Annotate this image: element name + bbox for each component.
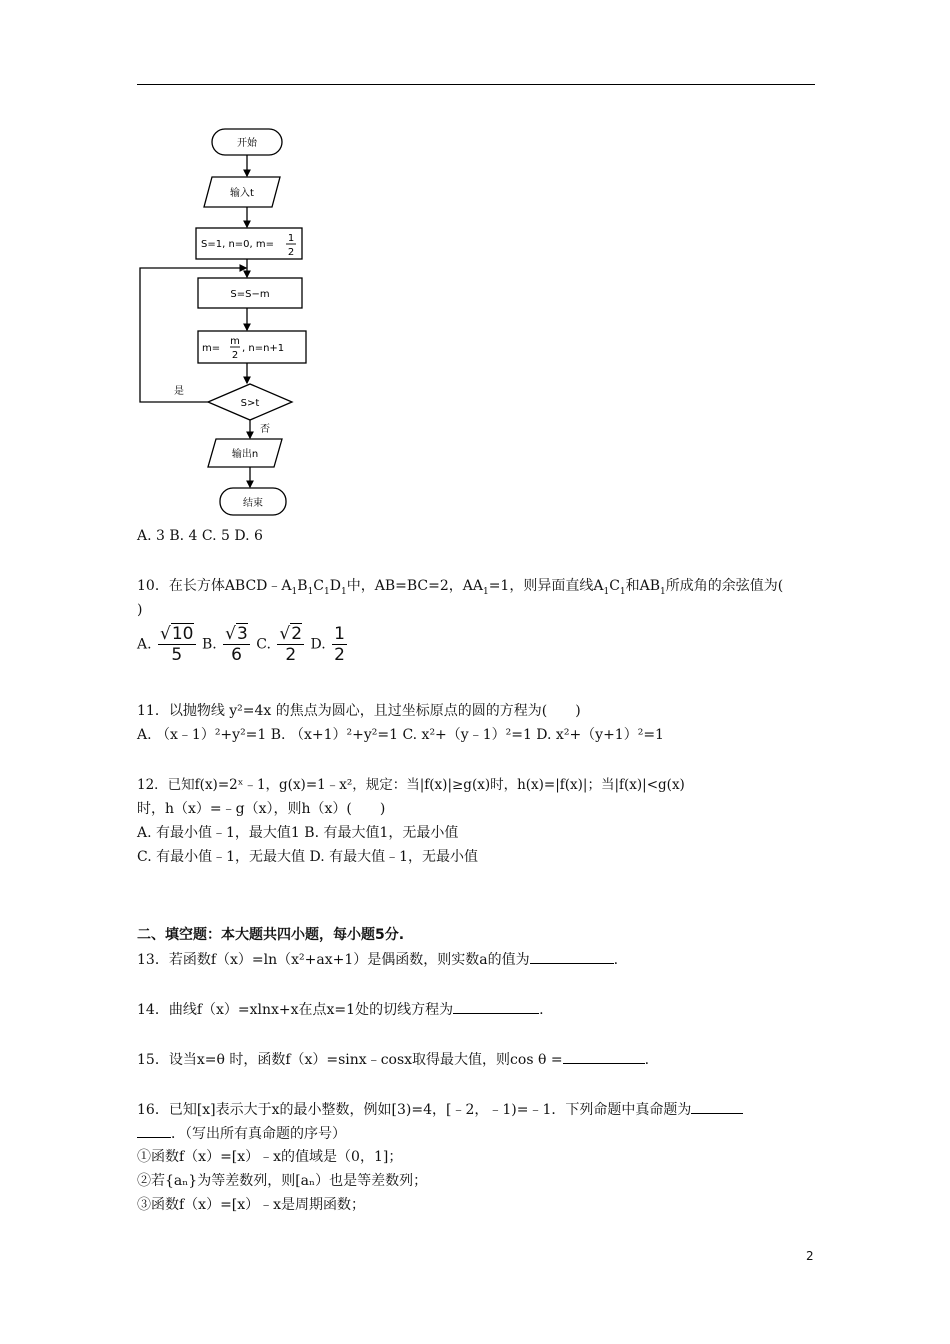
q16-item1: ①函数f（x）=[x）﹣x的值域是（0，1]； xyxy=(137,1149,403,1165)
page-number: 2 xyxy=(806,1249,814,1263)
flowchart-input-label: 输入t xyxy=(230,188,254,199)
flowchart-no-label: 否 xyxy=(260,424,270,435)
q10-stem: 10．在长方体$ABCD﹣A_1B_1C_1D_1$中，AB=BC=2，$AA_1=1$，则异面直线$A_1C_1$和$AB_1$所成角的余弦值为( xyxy=(137,578,784,597)
q16-item2: ②若{aₙ}为等差数列，则[aₙ）也是等差数列； xyxy=(137,1173,428,1189)
flowchart-output-label: 输出n xyxy=(231,449,259,460)
flowchart xyxy=(130,122,330,522)
q10-option-d-frac: $\frac{1}{2}$ xyxy=(334,624,345,665)
q11-stem: 11．以抛物线 y²=4x 的焦点为圆心，且过坐标原点的圆的方程为( ) xyxy=(137,703,581,719)
q10-option-a-frac: $\frac{√10}{5}$ xyxy=(160,624,194,665)
flowchart-end-label: 结束 xyxy=(243,498,263,509)
q11-options: A. （x﹣1）²+y²=1 B. （x+1）²+y²=1 C. x²+（y﹣1）²=1 D. x²+（y+1）²=1 xyxy=(137,727,664,743)
q15: 15．设当x=θ 时，函数f（x）=sinx﹣cosx取得最大值，则cos θ = . xyxy=(137,1049,649,1070)
q13-answer-blank xyxy=(530,949,614,964)
flowchart-init-frac-num: 1 xyxy=(287,233,295,244)
q12-options-ab: A. 有最小值﹣1，最大值1 B. 有最大值1，无最小值 xyxy=(137,825,459,841)
flowchart-start-label: 开始 xyxy=(237,138,257,149)
header-rule xyxy=(137,84,815,85)
q10-option-c-frac: $\frac{√2}{2}$ xyxy=(279,624,303,665)
q10-close: ) xyxy=(137,602,143,618)
q10-options: A. $\frac{√10}{5}$ B. $\frac{√3}{6}$ C. $\frac{√2}{2}$ D. $\frac{1}{2}$ xyxy=(137,624,345,665)
q13: 13．若函数f（x）=ln（x²+ax+1）是偶函数，则实数a的值为 . xyxy=(137,949,618,970)
q15-answer-blank xyxy=(563,1049,645,1064)
q16-item3: ③函数f（x）=[x）﹣x是周期函数； xyxy=(137,1197,366,1213)
flowchart-yes-label: 是 xyxy=(174,386,184,397)
q16-line2: ．（写出所有真命题的序号） xyxy=(137,1123,346,1144)
flowchart-step2-frac-den: 2 xyxy=(231,350,239,361)
flowchart-init-frac-den: 2 xyxy=(287,247,295,258)
q16-answer-blank-a xyxy=(691,1099,743,1114)
q12-options-cd: C. 有最小值﹣1，无最大值 D. 有最大值﹣1，无最小值 xyxy=(137,849,479,865)
flowchart-step2-frac-num: m xyxy=(230,336,240,347)
q16-answer-blank-b xyxy=(137,1123,171,1138)
flowchart-step2-label: m= xyxy=(202,343,221,354)
flowchart-step2-rest: , n=n+1 xyxy=(242,343,285,354)
flowchart-init-label: S=1, n=0, m= xyxy=(201,239,275,250)
flowchart-condition-label: S>t xyxy=(240,398,260,409)
flowchart-step1-label: S=S−m xyxy=(230,289,270,300)
q9-options: A. 3 B. 4 C. 5 D. 6 xyxy=(137,528,263,544)
q12-line2: 时，h（x）=﹣g（x），则h（x）( ) xyxy=(137,801,386,817)
q12-line1: 12．已知f(x)=2ˣ﹣1，g(x)=1﹣x²，规定：当|f(x)|≥g(x)时，h(x)=|f(x)|；当|f(x)|<g(x) xyxy=(137,777,685,793)
section2-heading: 二、填空题：本大题共四小题，每小题5分. xyxy=(137,927,405,943)
q16-line1: 16．已知[x]表示大于x的最小整数，例如[3)=4，[﹣2，﹣1)=﹣1．下列命题中真命题为 xyxy=(137,1099,743,1120)
q14-answer-blank xyxy=(453,999,539,1014)
q10-option-b-frac: $\frac{√3}{6}$ xyxy=(225,624,248,665)
q14: 14．曲线f（x）=xlnx+x在点x=1处的切线方程为 . xyxy=(137,999,544,1020)
